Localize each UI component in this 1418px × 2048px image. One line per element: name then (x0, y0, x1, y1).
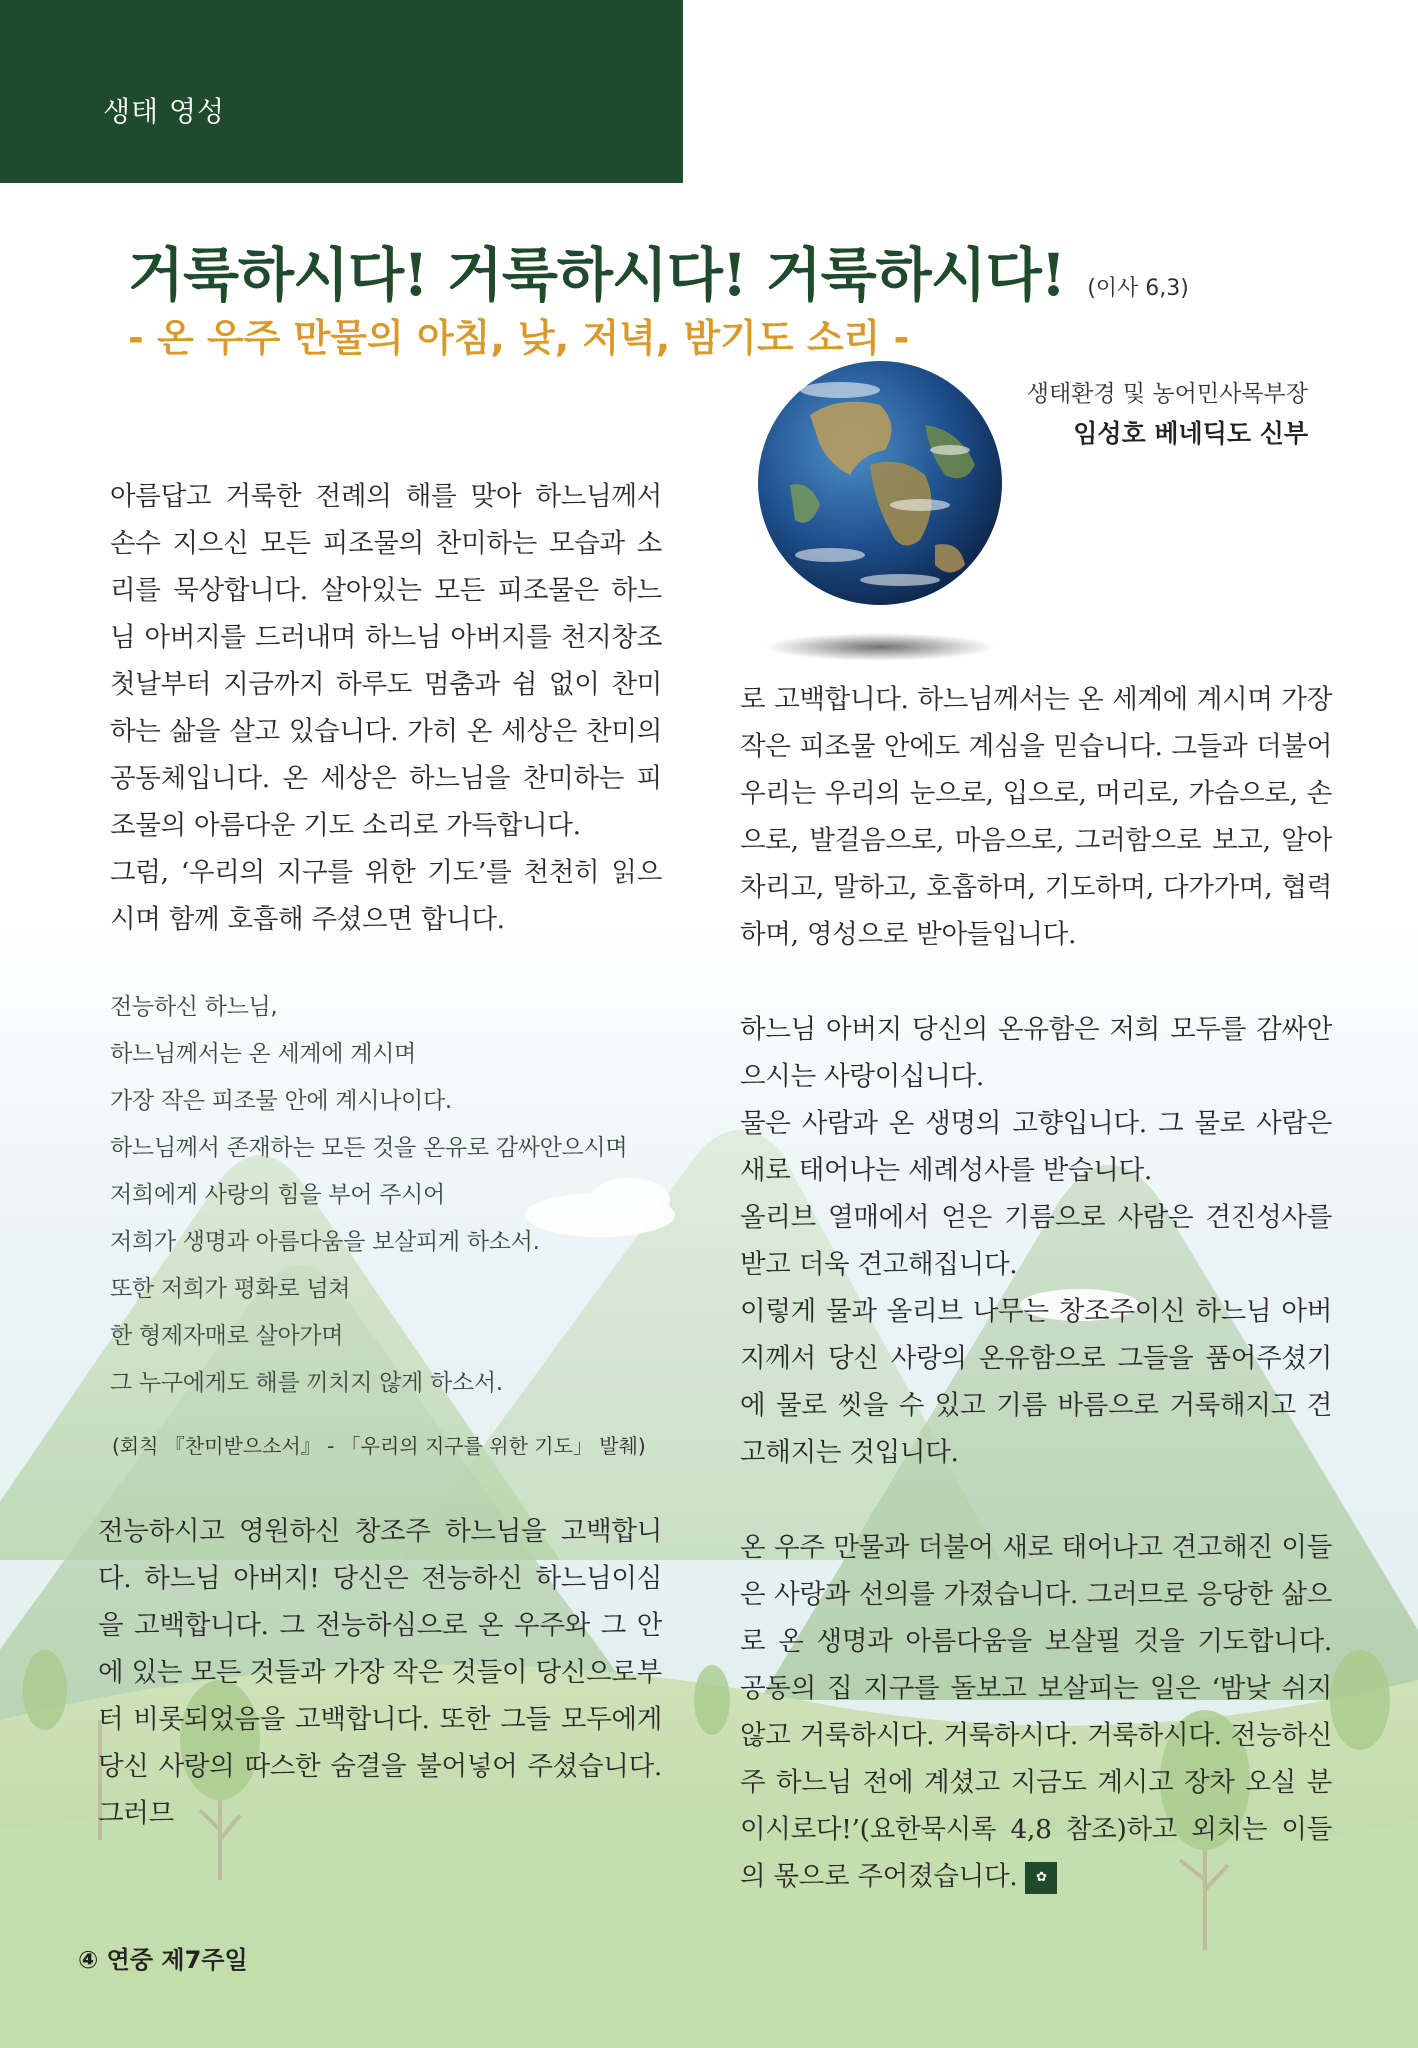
prayer-source: (회칙 『찬미받으소서』 - 「우리의 지구를 위한 기도」 발췌) (112, 1434, 646, 1458)
prayer-block (110, 984, 662, 1407)
article-title (128, 228, 1189, 312)
left-bottom-block (98, 1508, 662, 1837)
right-block-3 (740, 1524, 1332, 1900)
right-paragraph-2d: 이렇게 물과 올리브 나무는 창조주이신 하느님 아버지께서 당신 사랑의 온유함으로 그들을 품어주셨기에 물로 씻을 수 있고 기름 바름으로 거룩해지고 견고해지는 것입니다. (740, 1296, 1332, 1468)
prayer-line: 그 누구에게도 해를 끼치지 않게 하소서. (110, 1370, 503, 1396)
right-paragraph-1: 로 고백합니다. 하느님께서는 온 세계에 계시며 가장 작은 피조물 안에도 계심을 믿습니다. 그들과 더불어 우리는 우리의 눈으로, 입으로, 머리로, 가슴으로, 손으로, 발걸음으로, 마음으로, 그러함으로 보고, 알아차리고, 말하고, 호흡하며, 기도하며, 다가가며, 협력하며, 영성으로 받아들입니다. (740, 684, 1332, 950)
prayer-line: 전능하신 하느님, (110, 994, 278, 1020)
article-subtitle: - 온 우주 만물의 아침, 낮, 저녁, 밤기도 소리 - (128, 316, 910, 360)
scripture-reference: (이사 6,3) (1087, 276, 1189, 301)
right-paragraph-2b: 물은 사람과 온 생명의 고향입니다. 그 물로 사람은 새로 태어나는 세례성사를 받습니다. (740, 1108, 1332, 1186)
prayer-line: 하느님께서는 온 세계에 계시며 (110, 1041, 416, 1067)
earth-globe-image (750, 355, 1010, 675)
prayer-line: 가장 작은 피조물 안에 계시나이다. (110, 1088, 452, 1114)
right-paragraph-2c: 올리브 열매에서 얻은 기름으로 사람은 견진성사를 받고 더욱 견고해집니다. (740, 1202, 1332, 1280)
right-paragraph-3 (740, 1524, 1332, 1900)
prayer-line: 저희에게 사랑의 힘을 부어 주시어 (110, 1182, 445, 1208)
intro-block (110, 473, 662, 943)
prayer-line: 저희가 생명과 아름다움을 보살피게 하소서. (110, 1229, 540, 1255)
title-main: 거룩하시다! 거룩하시다! 거룩하시다! (128, 241, 1066, 309)
intro-paragraph-2: 그럼, ‘우리의 지구를 위한 기도’를 천천히 읽으시며 함께 호흡해 주셨으면 합니다. (110, 857, 662, 935)
intro-paragraph: 아름답고 거룩한 전례의 해를 맞아 하느님께서 손수 지으신 모든 피조물의 찬미하는 모습과 소리를 묵상합니다. 살아있는 모든 피조물은 하느님 아버지를 드러내며 하느님 아버지를 천지창조 첫날부터 지금까지 하루도 멈춤과 쉼 없이 찬미하는 삶을 살고 있습니다. 가히 온 세상은 찬미의 공동체입니다. 온 세상은 하느님을 찬미하는 피조물의 아름다운 기도 소리로 가득합니다. (110, 481, 662, 841)
author-name: 임성호 베네딕도 신부 (1073, 419, 1308, 448)
confession-paragraph: 전능하시고 영원하신 창조주 하느님을 고백합니다. 하느님 아버지! 당신은 전능하신 하느님이심을 고백합니다. 그 전능하심으로 온 우주와 그 안에 있는 모든 것들과 가장 작은 것들이 당신으로부터 비롯되었음을 고백합니다. 또한 그들 모두에게 당신 사랑의 따스한 숨결을 불어넣어 주셨습니다. 그러므 (98, 1516, 662, 1829)
right-paragraph-2a: 하느님 아버지 당신의 온유함은 저희 모두를 감싸안으시는 사랑이십니다. (740, 1014, 1332, 1092)
prayer-line: 하느님께서 존재하는 모든 것을 온유로 감싸안으시며 (110, 1135, 628, 1161)
prayer-line: 또한 저희가 평화로 넘쳐 (110, 1276, 351, 1302)
section-label: 생태 영성 (103, 95, 226, 128)
end-stamp-icon: ✿ (1025, 1862, 1057, 1894)
section-header-band (0, 0, 683, 183)
prayer-line: 한 형제자매로 살아가며 (110, 1323, 344, 1349)
page-footer: ④ 연중 제7주일 (78, 1946, 248, 1974)
right-paragraph-3-text: 온 우주 만물과 더불어 새로 태어나고 견고해진 이들은 사랑과 선의를 가졌습니다. 그러므로 응당한 삶으로 온 생명과 아름다움을 보살필 것을 기도합니다. 공동의 집 지구를 돌보고 보살피는 일은 ‘밤낮 쉬지 않고 거룩하시다. 거룩하시다. 거룩하시다. 전능하신 주 하느님 전에 계셨고 지금도 계시고 장차 오실 분이시로다!’(요한묵시록 4,8 참조)하고 외치는 이들의 몫으로 주어졌습니다. (740, 1532, 1332, 1892)
right-block-2 (740, 1006, 1332, 1476)
right-block-1 (740, 676, 1332, 958)
author-role: 생태환경 및 농어민사목부장 (1026, 381, 1308, 407)
